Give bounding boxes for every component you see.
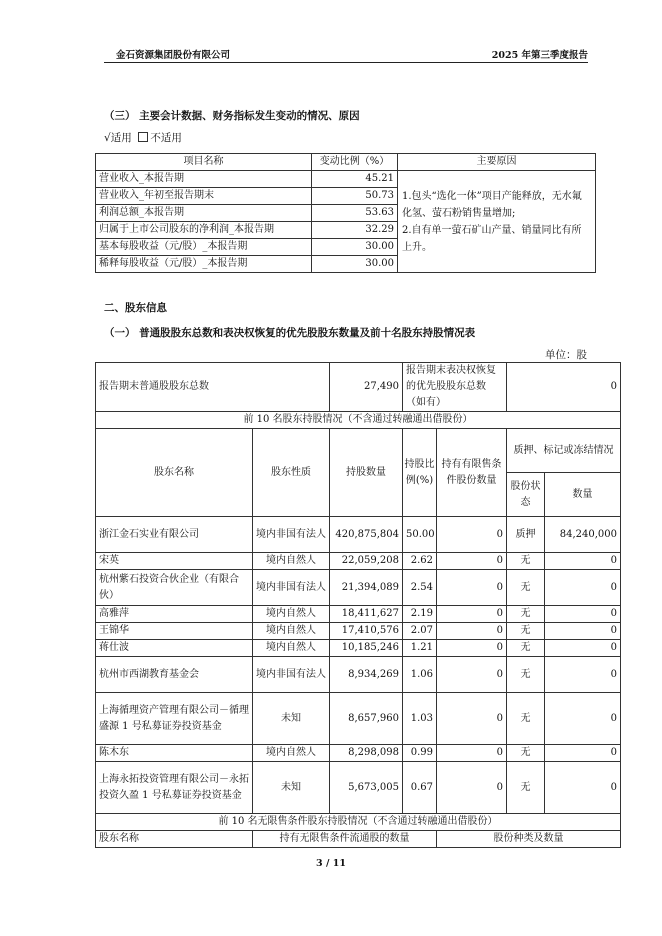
shares-held: 10,185,246 — [330, 640, 403, 657]
item-name: 归属于上市公司股东的净利润_本报告期 — [96, 222, 312, 239]
restricted-shares: 0 — [437, 517, 507, 553]
preferred-shareholders-value: 0 — [507, 363, 621, 412]
shares-held: 22,059,208 — [330, 553, 403, 570]
item-name: 营业收入_本报告期 — [96, 171, 312, 188]
share-ratio: 1.03 — [403, 693, 437, 745]
unrestricted-header-qty: 持有无限售条件流通股的数量 — [253, 831, 437, 848]
section-shareholder-title: 二、股东信息 — [104, 302, 167, 314]
col-header-status: 股份状态 — [507, 473, 545, 517]
restricted-shares: 0 — [437, 640, 507, 657]
shareholder-nature: 境内非国有法人 — [253, 517, 330, 553]
shares-held: 21,394,089 — [330, 570, 403, 606]
col-header-ratio: 持股比例(%) — [403, 429, 437, 517]
shareholder-name: 上海永拓投资管理有限公司－永拓投资久盈 1 号私募证券投资基金 — [96, 762, 253, 814]
change-ratio: 32.29 — [312, 222, 398, 239]
top10-section-title: 前 10 名股东持股情况（不含通过转融通出借股份） — [96, 412, 621, 429]
col-header-restricted: 持有有限售条件股份数量 — [437, 429, 507, 517]
pledge-status: 无 — [507, 693, 545, 745]
col-header-pledge: 质押、标记或冻结情况 — [507, 429, 621, 473]
applicable-options — [104, 130, 182, 145]
total-shareholders-label: 报告期末普通股股东总数 — [96, 363, 330, 412]
pledge-quantity: 0 — [545, 745, 621, 762]
shareholder-row — [96, 623, 621, 640]
unrestricted-section-title: 前 10 名无限售条件股东持股情况（不含通过转融通出借股份） — [96, 814, 621, 831]
pledge-quantity: 0 — [545, 762, 621, 814]
page-header — [104, 44, 588, 63]
shareholder-nature: 境内自然人 — [253, 553, 330, 570]
pledge-status: 无 — [507, 553, 545, 570]
total-shareholders-value: 27,490 — [330, 363, 403, 412]
shares-held: 8,657,960 — [330, 693, 403, 745]
header-change-ratio: 变动比例（%） — [312, 154, 398, 171]
not-applicable-label: 不适用 — [150, 132, 182, 144]
pledge-quantity: 0 — [545, 623, 621, 640]
header-report-title: 2025 年第三季度报告 — [491, 50, 588, 61]
share-ratio: 2.54 — [403, 570, 437, 606]
header-item-name: 项目名称 — [96, 154, 312, 171]
main-reason: 1.包头“选化一体”项目产能释放，无水氟化氢、萤石粉销售量增加; 2.自有单一萤石矿山产量、销量同比有所上升。 — [398, 171, 596, 273]
shareholder-name: 蒋仕波 — [96, 640, 253, 657]
shareholder-name: 杭州市西湖教育基金会 — [96, 657, 253, 693]
pledge-status: 质押 — [507, 517, 545, 553]
share-ratio: 2.07 — [403, 623, 437, 640]
shareholder-name: 上海循理资产管理有限公司－循理盛源 1 号私募证券投资基金 — [96, 693, 253, 745]
col-header-shares: 持股数量 — [330, 429, 403, 517]
pledge-status: 无 — [507, 745, 545, 762]
shareholder-table — [95, 362, 621, 848]
shareholder-row — [96, 606, 621, 623]
unrestricted-header-name: 股东名称 — [96, 831, 253, 848]
shareholder-nature: 未知 — [253, 693, 330, 745]
shareholder-subtitle: （一） 普通股股东总数和表决权恢复的优先股股东数量及前十名股东持股情况表 — [104, 327, 476, 339]
pledge-status: 无 — [507, 570, 545, 606]
share-ratio: 0.99 — [403, 745, 437, 762]
header-company: 金石资源集团股份有限公司 — [116, 50, 231, 61]
restricted-shares: 0 — [437, 657, 507, 693]
restricted-shares: 0 — [437, 762, 507, 814]
pledge-status: 无 — [507, 623, 545, 640]
change-ratio: 45.21 — [312, 171, 398, 188]
shareholder-nature: 境内非国有法人 — [253, 657, 330, 693]
share-ratio: 2.19 — [403, 606, 437, 623]
financial-change-table — [95, 153, 596, 273]
shareholder-name: 杭州紫石投资合伙企业（有限合伙） — [96, 570, 253, 606]
shares-held: 18,411,627 — [330, 606, 403, 623]
shareholder-row — [96, 745, 621, 762]
share-ratio: 2.62 — [403, 553, 437, 570]
shareholder-name: 浙江金石实业有限公司 — [96, 517, 253, 553]
shareholder-nature: 境内自然人 — [253, 606, 330, 623]
pledge-status: 无 — [507, 657, 545, 693]
shareholder-row — [96, 570, 621, 606]
pledge-quantity: 0 — [545, 553, 621, 570]
header-main-reason: 主要原因 — [398, 154, 596, 171]
restricted-shares: 0 — [437, 553, 507, 570]
shareholder-name: 宋英 — [96, 553, 253, 570]
shareholder-name: 王锦华 — [96, 623, 253, 640]
shares-held: 5,673,005 — [330, 762, 403, 814]
page-number: 3 / 11 — [316, 858, 346, 869]
restricted-shares: 0 — [437, 745, 507, 762]
change-ratio: 53.63 — [312, 205, 398, 222]
restricted-shares: 0 — [437, 623, 507, 640]
checkbox-icon — [138, 132, 148, 142]
pledge-status: 无 — [507, 640, 545, 657]
pledge-quantity: 0 — [545, 693, 621, 745]
shares-held: 8,934,269 — [330, 657, 403, 693]
item-name: 基本每股收益（元/股）_本报告期 — [96, 239, 312, 256]
shareholder-row — [96, 553, 621, 570]
change-ratio: 30.00 — [312, 256, 398, 273]
share-ratio: 1.21 — [403, 640, 437, 657]
pledge-quantity: 0 — [545, 657, 621, 693]
shareholder-nature: 境内自然人 — [253, 623, 330, 640]
restricted-shares: 0 — [437, 693, 507, 745]
item-name: 营业收入_年初至报告期末 — [96, 188, 312, 205]
shares-held: 17,410,576 — [330, 623, 403, 640]
preferred-shareholders-label: 报告期末表决权恢复的优先股股东总数（如有） — [403, 363, 507, 412]
applicable-checkmark: √适用 — [104, 132, 132, 144]
shareholder-nature: 境内自然人 — [253, 745, 330, 762]
pledge-quantity: 0 — [545, 570, 621, 606]
shares-held: 8,298,098 — [330, 745, 403, 762]
shareholder-row — [96, 762, 621, 814]
shareholder-row — [96, 693, 621, 745]
unit-label: 单位：股 — [545, 349, 587, 361]
col-header-nature: 股东性质 — [253, 429, 330, 517]
share-ratio: 0.67 — [403, 762, 437, 814]
shareholder-row — [96, 517, 621, 553]
pledge-status: 无 — [507, 606, 545, 623]
item-name: 稀释每股收益（元/股）_本报告期 — [96, 256, 312, 273]
pledge-status: 无 — [507, 762, 545, 814]
shareholder-nature: 境内自然人 — [253, 640, 330, 657]
change-ratio: 30.00 — [312, 239, 398, 256]
unrestricted-header-kind: 股份种类及数量 — [437, 831, 621, 848]
pledge-quantity: 0 — [545, 640, 621, 657]
shareholder-nature: 未知 — [253, 762, 330, 814]
share-ratio: 1.06 — [403, 657, 437, 693]
col-header-name: 股东名称 — [96, 429, 253, 517]
shareholder-row — [96, 640, 621, 657]
item-name: 利润总额_本报告期 — [96, 205, 312, 222]
change-ratio: 50.73 — [312, 188, 398, 205]
shareholder-nature: 境内非国有法人 — [253, 570, 330, 606]
restricted-shares: 0 — [437, 606, 507, 623]
section-3-title: （三） 主要会计数据、财务指标发生变动的情况、原因 — [104, 110, 360, 122]
table-row — [96, 171, 596, 188]
shareholder-name: 高雅萍 — [96, 606, 253, 623]
pledge-quantity: 84,240,000 — [545, 517, 621, 553]
share-ratio: 50.00 — [403, 517, 437, 553]
shareholder-row — [96, 657, 621, 693]
pledge-quantity: 0 — [545, 606, 621, 623]
col-header-qty: 数量 — [545, 473, 621, 517]
shares-held: 420,875,804 — [330, 517, 403, 553]
shareholder-name: 陈木东 — [96, 745, 253, 762]
restricted-shares: 0 — [437, 570, 507, 606]
